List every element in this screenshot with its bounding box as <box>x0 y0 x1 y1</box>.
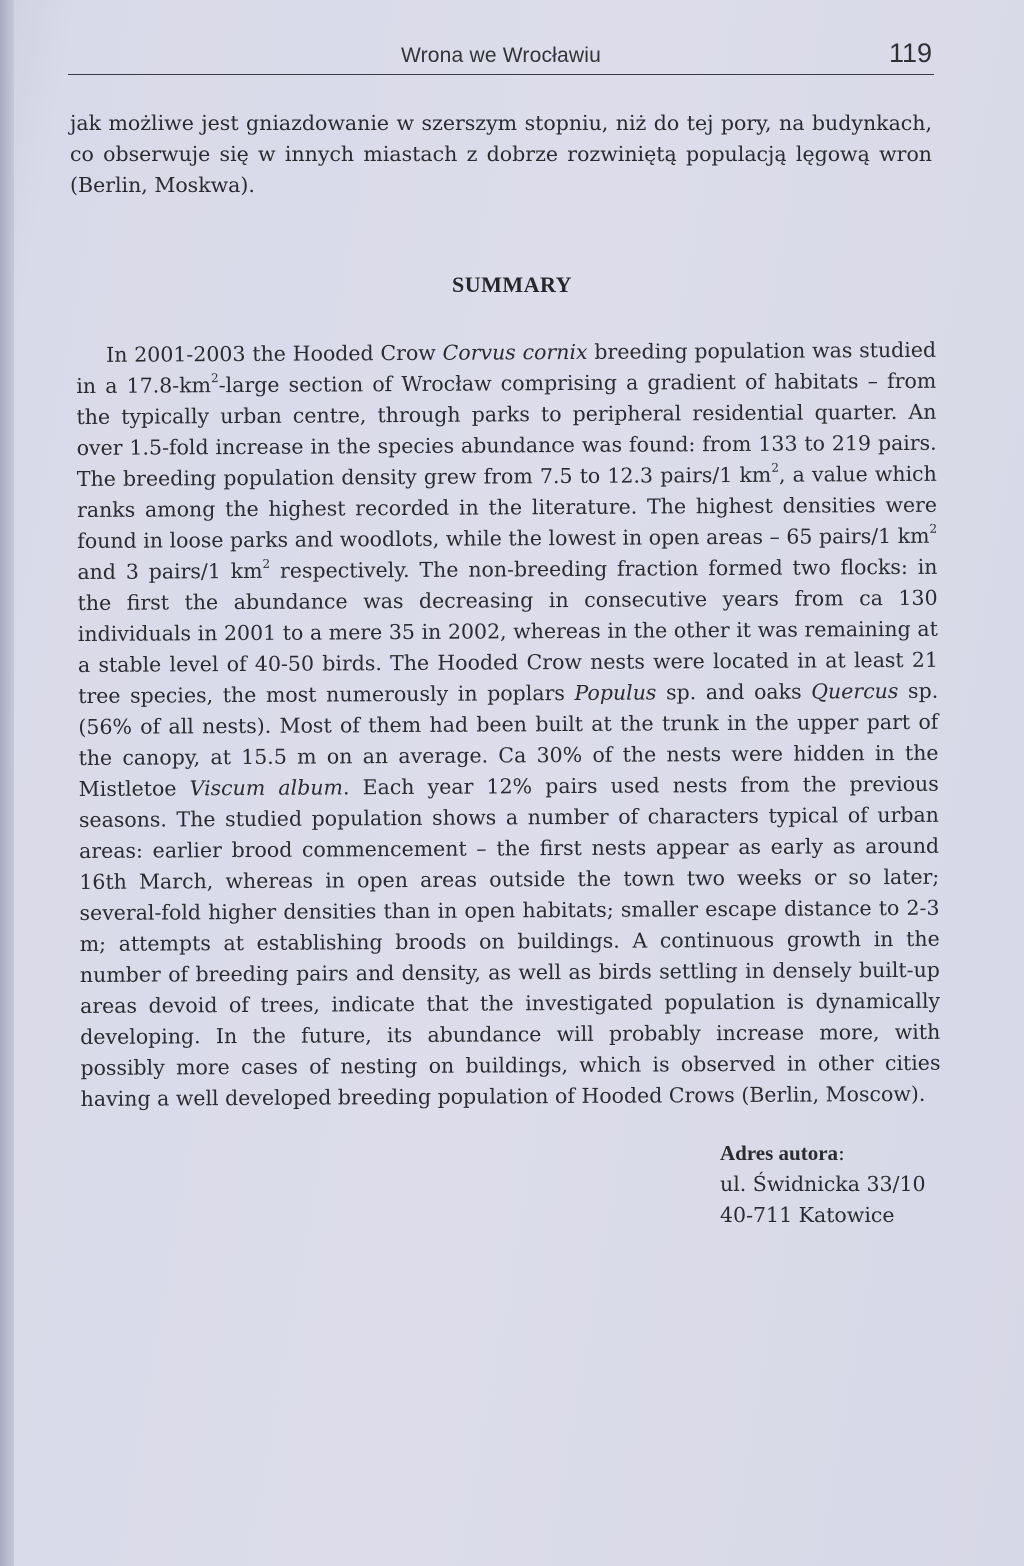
taxon-name: Viscum album <box>189 775 344 801</box>
address-label: Adres autora <box>720 1141 839 1165</box>
superscript: 2 <box>210 371 219 386</box>
superscript: 2 <box>771 460 779 475</box>
running-title: Wrona we Wrocławiu <box>400 44 602 67</box>
taxon-name: Populus <box>574 680 657 705</box>
address-city: 40-711 Katowice <box>720 1203 895 1227</box>
summary-text-run: and 3 pairs/1 km <box>77 558 263 584</box>
summary-text-run: sp. (56% of all nests). Most of them had been built at the trunk in the upper part of the canopy, at 15.5 m on an average. Ca 30% of the nests were hidden in the Mistletoe <box>78 678 939 801</box>
summary-text-run: , a value which ranks among the highest recorded in the literature. The highest densities were found in loose parks and woodlots, while the lowest in open areas – 65 pairs/1 km <box>76 461 938 553</box>
taxon-name: Corvus cornix <box>442 339 588 365</box>
summary-text-run: -large section of Wrocław comprising a gradient of habitats – from the typically urban centre, through parks to peripheral residential quarter. An over 1.5-fold increase in the species abundance was found: from 133 to 219 pairs. The breeding population density grew from 7.5 to 12.3 pairs/1 km <box>76 368 937 491</box>
page-number: 119 <box>888 38 932 68</box>
summary-paragraph <box>76 335 941 1115</box>
superscript: 2 <box>262 556 271 572</box>
continuation-paragraph: jak możliwe jest gniazdowanie w szerszym stopniu, niż do tej pory, na budynkach, co obserwuje się w innych miastach z dobrze rozwiniętą populacją lęgową wron (Berlin, Moskwa). <box>70 111 932 197</box>
summary-heading: SUMMARY <box>451 272 573 297</box>
author-address <box>720 1138 950 1231</box>
summary-text-run: respectively. The non-breeding fraction formed two flocks: in the first the abundance was decreasing in consecutive years from ca 130 individuals in 2001 to a mere 35 in 2002, whereas in the other it was remaining at a stable level of 40-50 birds. The Hooded Crow nests were located in at least 21 tree species, the most numerously in poplars <box>77 554 939 708</box>
summary-text-run: . Each year 12% pairs used nests from the previous seasons. The studied population shows a number of characters typical of urban areas: earlier brood commencement – the first nests appear as early as around 16th March, whereas in open areas outside the town two weeks or so later; several-fold higher densities than in open habitats; smaller escape distance to 2-3 m; attempts at establishing broods on buildings. A continuous growth in the number of breeding pairs and density, as well as birds settling in densely built-up areas devoid of trees, indicate that the investigated population is dynamically developing. In the future, its abundance will probably increase more, with possibly more cases of nesting on buildings, which is observed in other cities having a well developed breeding population of Hooded Crows (Berlin, Moscow). <box>78 771 941 1111</box>
page-header <box>68 38 934 75</box>
summary-text-run: sp. and oaks <box>656 679 812 705</box>
page-gutter-shadow <box>0 0 14 1566</box>
address-label-colon: : <box>838 1141 845 1165</box>
summary-text-run: breeding population was studied in a 17.8-km <box>76 337 937 398</box>
summary-text-run: In 2001-2003 the Hooded Crow <box>106 340 443 367</box>
superscript: 2 <box>929 521 938 536</box>
address-label-line <box>720 1138 950 1169</box>
address-street: ul. Świdnicka 33/10 <box>720 1172 926 1196</box>
taxon-name: Quercus <box>811 678 899 704</box>
